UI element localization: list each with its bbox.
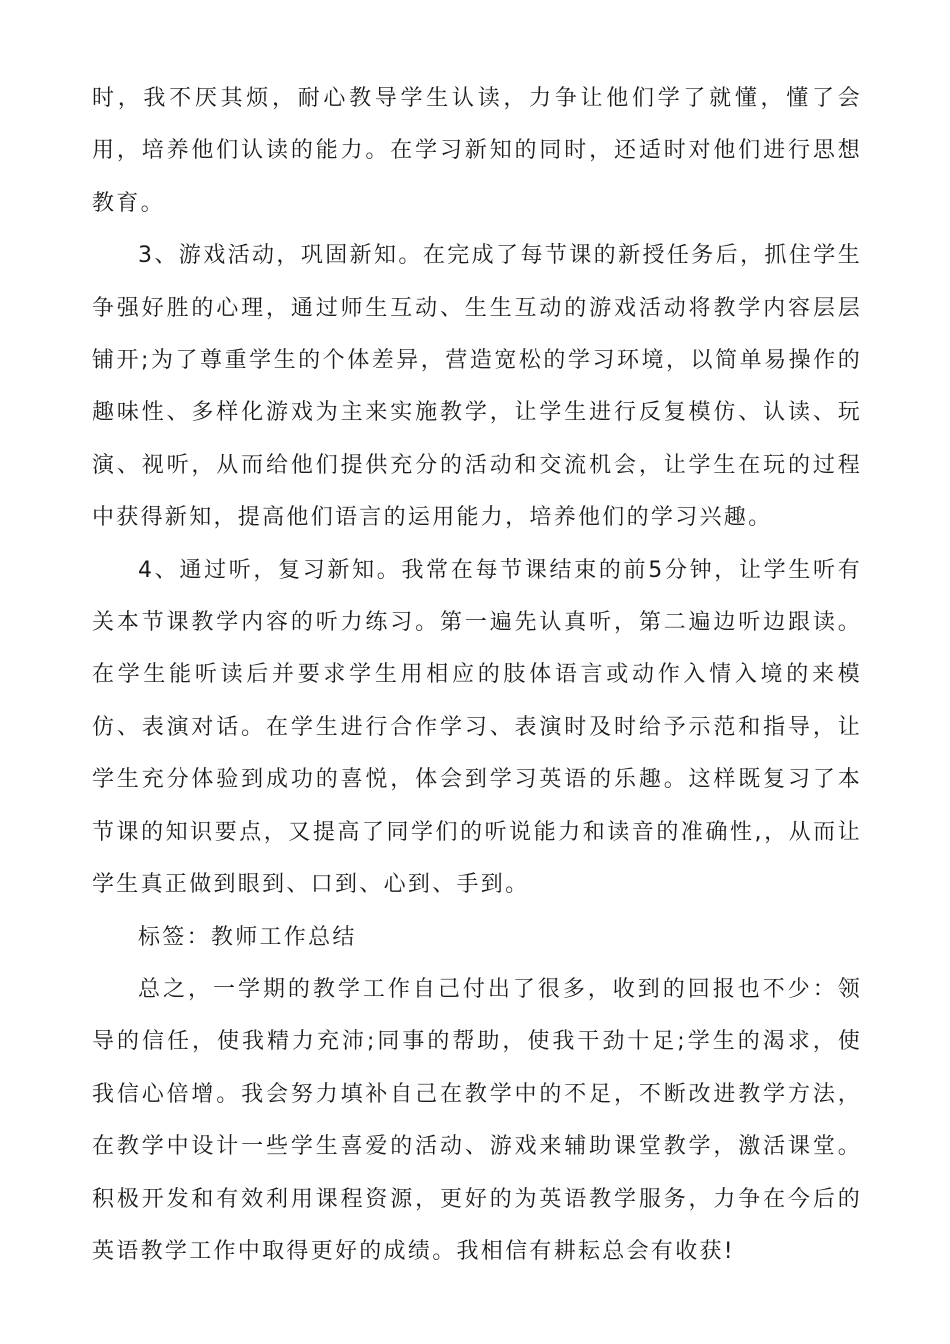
paragraph-item-4-listening: 4、通过听，复习新知。我常在每节课结束的前5分钟，让学生听有关本节课教学内容的听力练习。第一遍先认真听，第二遍边听边跟读。在学生能听读后并要求学生用相应的肢体语言或动作入情入境的来模仿、表演对话。在学生进行合作学习、表演时及时给予示范和指导，让学生充分体验到成功的喜悦，体会到学习英语的乐趣。这样既复习了本节课的知识要点，又提高了同学们的听说能力和读音的准确性,，从而让学生真正做到眼到、口到、心到、手到。 (92, 557, 862, 898)
paragraph-continuation: 时，我不厌其烦，耐心教导学生认读，力争让他们学了就懂，懂了会用，培养他们认读的能力。在学习新知的同时，还适时对他们进行思想教育。 (92, 86, 862, 216)
paragraph-item-3-games: 3、游戏活动，巩固新知。在完成了每节课的新授任务后，抓住学生争强好胜的心理，通过师生互动、生生互动的游戏活动将教学内容层层铺开;为了尊重学生的个体差异，营造宽松的学习环境，以简单易操作的趣味性、多样化游戏为主来实施教学，让学生进行反复模仿、认读、玩演、视听，从而给他们提供充分的活动和交流机会，让学生在玩的过程中获得新知，提高他们语言的运用能力，培养他们的学习兴趣。 (92, 243, 862, 531)
paragraph-tags: 标签：教师工作总结 (138, 924, 357, 950)
paragraph-conclusion: 总之，一学期的教学工作自己付出了很多，收到的回报也不少：领导的信任，使我精力充沛;同事的帮助，使我干劲十足;学生的渴求，使我信心倍增。我会努力填补自己在教学中的不足，不断改进教学方法，在教学中设计一些学生喜爱的活动、游戏来辅助课堂教学，激活课堂。积极开发和有效利用课程资源，更好的为英语教学服务，力争在今后的英语教学工作中取得更好的成绩。我相信有耕耘总会有收获! (92, 976, 862, 1264)
document-body (92, 73, 862, 1278)
